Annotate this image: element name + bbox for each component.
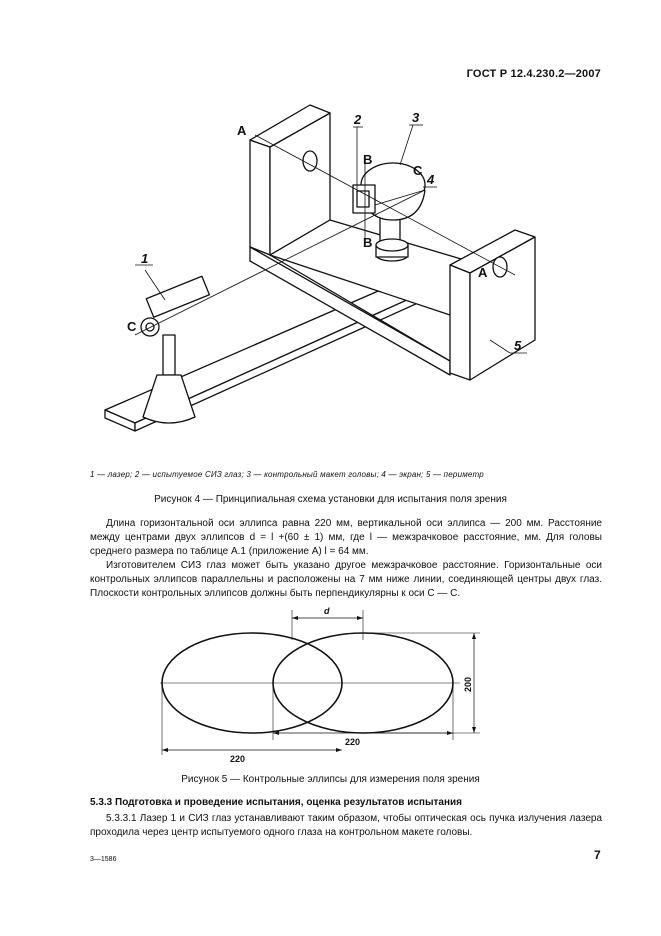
label-1: 1	[141, 251, 149, 266]
figure-4-legend: 1 — лазер; 2 — испытуемое СИЗ глаз; 3 — контрольный макет головы; 4 — экран; 5 — периметр	[90, 470, 484, 479]
label-b-bottom: B	[363, 235, 373, 250]
label-c-right: C	[413, 163, 423, 178]
figure-5-caption: Рисунок 5 — Контрольные эллипсы для измерения поля зрения	[181, 774, 480, 785]
laser-body	[146, 276, 209, 317]
label-3: 3	[412, 110, 420, 125]
dim-height-label: 200	[463, 676, 473, 692]
dim-width-left-label: 220	[230, 754, 246, 764]
label-4: 4	[427, 172, 435, 187]
paragraph-interpupillary: Изготовителем СИЗ глаз может быть указано другое межзрачковое расстояние. Горизонтальные оси контрольных эллипсов параллельны и расположены на 7 мм ниже линии, соединяющей центры двух глаз. Плоскости контрольных эллипсов должны быть перпендикулярны к оси С — С.	[90, 560, 602, 599]
label-a-left: A	[237, 123, 247, 138]
leader-3	[400, 125, 413, 165]
left-wall-hole	[303, 151, 317, 171]
label-5: 5	[514, 338, 522, 353]
figure-4-caption: Рисунок 4 — Принципиальная схема установки для испытания поля зрения	[154, 494, 507, 505]
laser-post	[163, 335, 175, 375]
frame-left-wall-front	[250, 140, 270, 255]
page-number: 7	[594, 848, 601, 862]
frame-right-wall-front	[450, 265, 470, 380]
paragraph-laser-setup: 5.3.3.1 Лазер 1 и СИЗ глаз устанавливают таким образом, чтобы оптическая ось пучка излучения лазера проходила через центр испытуемого одного глаза на контрольном макете головы.	[90, 813, 602, 838]
label-b-top: B	[363, 152, 373, 167]
label-c-left: C	[127, 319, 137, 334]
figure-4-diagram	[95, 95, 555, 460]
label-a-right: A	[478, 265, 488, 280]
sheet-mark: 3—1586	[90, 856, 117, 863]
dim-d-label: d	[324, 606, 330, 616]
paragraph-ellipse-dimensions: Длина горизонтальной оси эллипса равна 220 мм, вертикальной оси эллипса — 200 мм. Расстояние между центрами двух эллипсов d = l +(60 ± 1) мм, где l — межзрачковое расстояние, мм. Для головы среднего размера по таблице А.1 (приложение А) l = 64 мм.	[90, 518, 602, 557]
figure-5-diagram	[160, 600, 500, 765]
label-2: 2	[354, 112, 362, 127]
section-heading: 5.3.3 Подготовка и проведение испытания, оценка результатов испытания	[90, 797, 462, 808]
document-header: ГОСТ Р 12.4.230.2—2007	[466, 68, 601, 80]
dim-width-right-label: 220	[345, 737, 361, 747]
